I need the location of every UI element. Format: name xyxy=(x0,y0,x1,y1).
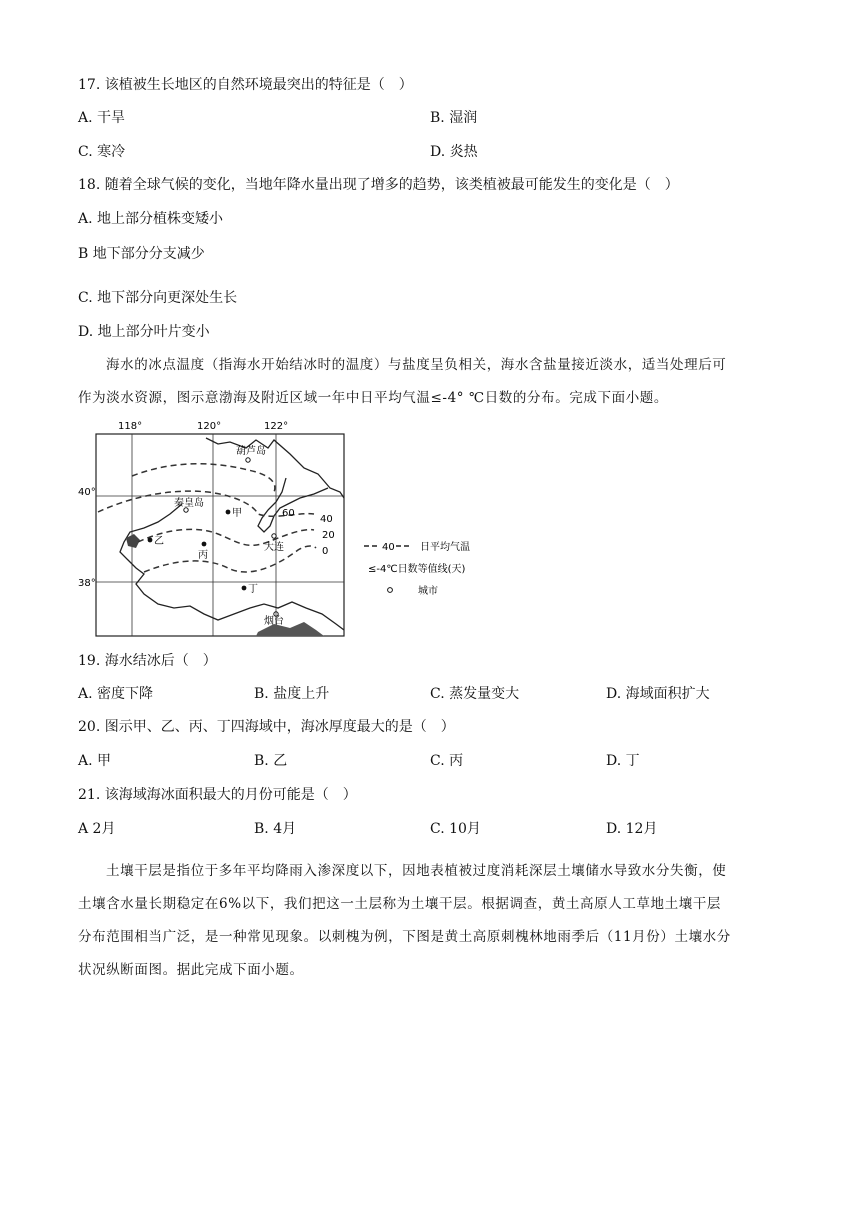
point-marker-jia xyxy=(226,510,231,515)
passage-sea-ice-line-1: 海水的冰点温度（指海水开始结冰时的温度）与盐度呈负相关，海水含盐量接近淡水，适当处理后可 xyxy=(106,357,727,373)
legend-isoline-text-2: ≤-4℃日数等值线(天) xyxy=(368,564,466,575)
q20-stem: 20. 图示甲、乙、丙、丁四海域中，海冰厚度最大的是（ ） xyxy=(78,719,455,735)
point-label-bing: 丙 xyxy=(198,550,208,561)
q20-option-c: C. 丙 xyxy=(430,753,464,769)
isoline-label-40: 40 xyxy=(320,514,333,525)
isoline-60 xyxy=(132,464,275,492)
point-label-jia: 甲 xyxy=(232,508,242,519)
legend-isoline-text-1: 日平均气温 xyxy=(420,542,470,553)
point-label-yi: 乙 xyxy=(154,536,164,547)
passage-soil-line-2: 土壤含水量长期稳定在6%以下，我们把这一土层称为土壤干层。根据调查，黄土高原人工草地土壤干层 xyxy=(78,896,722,912)
q19-option-b: B. 盐度上升 xyxy=(254,686,330,702)
isoline-label-60: 60 xyxy=(282,508,295,519)
legend-city-text: 城市 xyxy=(418,586,438,597)
passage-soil-line-1: 土壤干层是指位于多年平均降雨入渗深度以下，因地表植被过度消耗深层土壤储水导致水分失衡，使 xyxy=(106,863,727,879)
q18-option-c: C. 地下部分向更深处生长 xyxy=(78,290,238,306)
passage-sea-ice xyxy=(78,349,778,415)
q19-option-d: D. 海域面积扩大 xyxy=(606,686,710,702)
isoline-label-0: 0 xyxy=(322,546,329,557)
passage-soil-line-3: 分布范围相当广泛，是一种常见现象。以刺槐为例，下图是黄土高原刺槐林地雨季后（11月份）土壤水分 xyxy=(78,929,731,945)
point-label-ding: 丁 xyxy=(248,584,258,595)
passage-soil-line-4: 状况纵断面图。据此完成下面小题。 xyxy=(78,962,304,978)
lat-label-40: 40° xyxy=(78,487,96,498)
city-marker-huludao xyxy=(246,458,250,462)
q17-option-d: D. 炎热 xyxy=(430,144,478,160)
point-marker-bing xyxy=(202,542,207,547)
isoline-0 xyxy=(144,546,316,572)
q17-option-b: B. 湿润 xyxy=(430,110,478,126)
q17-stem: 17. 该植被生长地区的自然环境最突出的特征是（ ） xyxy=(78,77,413,93)
q18-option-b: B 地下部分分支减少 xyxy=(78,246,205,262)
q21-option-c: C. 10月 xyxy=(430,821,481,837)
legend-city-icon xyxy=(388,588,393,593)
lon-label-120: 120° xyxy=(197,421,222,432)
isoline-label-20: 20 xyxy=(322,530,335,541)
q17-option-c: C. 寒冷 xyxy=(78,144,126,160)
q21-option-d: D. 12月 xyxy=(606,821,658,837)
q20-option-d: D. 丁 xyxy=(606,753,640,769)
q20-option-a: A. 甲 xyxy=(78,753,112,769)
q18-stem: 18. 随着全球气候的变化，当地年降水量出现了增多的趋势，该类植被最可能发生的变化是（ ） xyxy=(78,177,679,193)
q19-option-a: A. 密度下降 xyxy=(78,686,154,702)
city-label-yantai: 烟台 xyxy=(264,616,284,627)
q21-option-a: A 2月 xyxy=(78,821,116,837)
q20-option-b: B. 乙 xyxy=(254,753,288,769)
lon-label-118: 118° xyxy=(118,421,143,432)
bohai-sea-map xyxy=(78,418,498,644)
city-label-qinhuangdao: 秦皇岛 xyxy=(174,498,204,509)
isoline-20 xyxy=(138,529,314,545)
q18-option-a: A. 地上部分植株变矮小 xyxy=(78,211,224,227)
city-marker-dalian xyxy=(272,534,276,538)
city-label-dalian: 大连 xyxy=(264,542,284,553)
lat-label-38: 38° xyxy=(78,578,96,589)
legend-isoline-value: 40 xyxy=(382,542,395,553)
passage-soil-dry-layer xyxy=(78,855,778,987)
point-marker-ding xyxy=(242,586,247,591)
lon-label-122: 122° xyxy=(264,421,289,432)
q21-stem: 21. 该海域海冰面积最大的月份可能是（ ） xyxy=(78,787,357,803)
q21-option-b: B. 4月 xyxy=(254,821,297,837)
q19-stem: 19. 海水结冰后（ ） xyxy=(78,653,217,669)
city-label-huludao: 葫芦岛 xyxy=(236,446,266,457)
q17-option-a: A. 干旱 xyxy=(78,110,126,126)
passage-sea-ice-line-2: 作为淡水资源，图示意渤海及附近区域一年中日平均气温≤-4° ℃日数的分布。完成下面小题。 xyxy=(78,390,669,406)
q19-option-c: C. 蒸发量变大 xyxy=(430,686,520,702)
point-marker-yi xyxy=(148,538,153,543)
q18-option-d: D. 地上部分叶片变小 xyxy=(78,324,210,340)
